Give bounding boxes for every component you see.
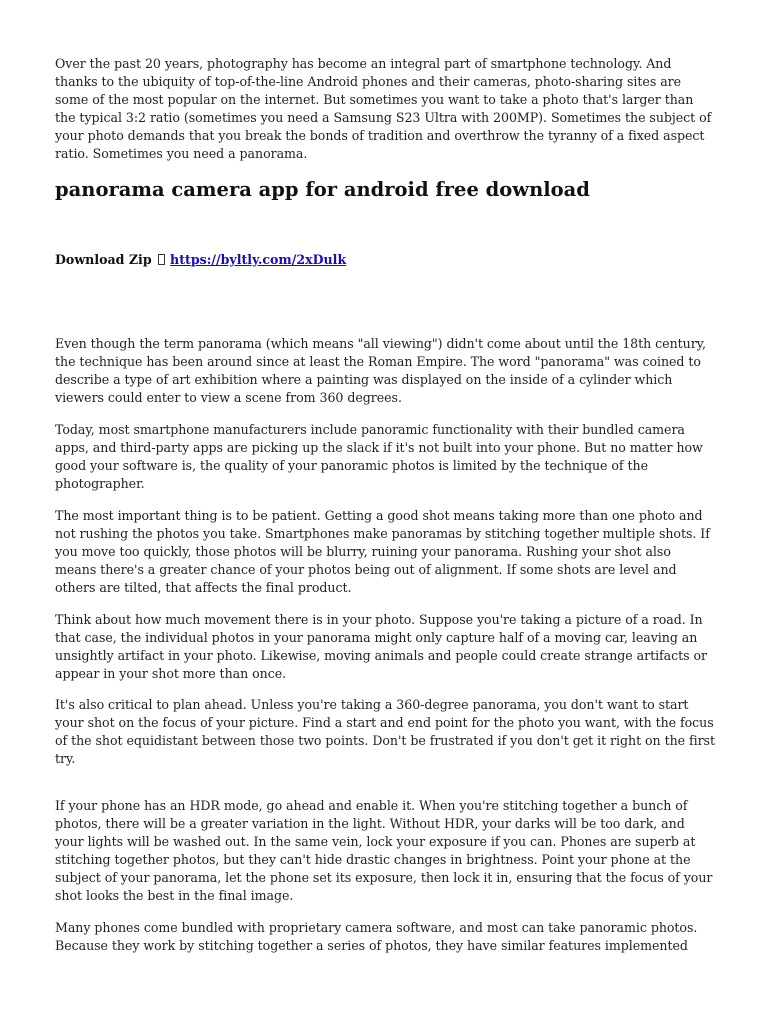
paragraph-plan-ahead: It's also critical to plan ahead. Unless you're taking a 360-degree panorama, you don't want to start your shot on the focus of your picture. Find a start and end point for the photo you want, with the focus of the shot equidistant between those two points. Don't be frustrated if you don't get it right on the first try. — [55, 697, 715, 766]
download-label: Download Zip — [55, 252, 152, 267]
download-line — [55, 251, 716, 269]
page-heading: panorama camera app for android free download — [55, 178, 590, 201]
paragraph-bundled-software: Many phones come bundled with proprietary camera software, and most can take panoramic photos. Because they work by stitching together a series of photos, they have similar features implemented — [55, 920, 698, 953]
arrow-icon — [158, 254, 165, 265]
download-link[interactable]: https://byltly.com/2xDulk — [170, 252, 347, 267]
paragraph-today: Today, most smartphone manufacturers include panoramic functionality with their bundled camera apps, and third-party apps are picking up the slack if it's not built into your phone. But no matter how good your software is, the quality of your panoramic photos is limited by the technique of the photographer. — [55, 422, 703, 491]
paragraph-history: Even though the term panorama (which means "all viewing") didn't come about until the 18th century, the technique has been around since at least the Roman Empire. The word "panorama" was coined to describe a type of art exhibition where a painting was displayed on the inside of a cylinder which viewers could enter to view a scene from 360 degrees. — [55, 336, 707, 405]
intro-paragraph: Over the past 20 years, photography has become an integral part of smartphone technology. And thanks to the ubiquity of top-of-the-line Android phones and their cameras, photo-sharing sites are some of the most popular on the internet. But sometimes you want to take a photo that's larger than the typical 3:2 ratio (sometimes you need a Samsung S23 Ultra with 200MP). Sometimes the subject of your photo demands that you break the bonds of tradition and overthrow the tyranny of a fixed aspect ratio. Sometimes you need a panorama. — [55, 56, 712, 161]
paragraph-patience: The most important thing is to be patient. Getting a good shot means taking more than one photo and not rushing the photos you take. Smartphones make panoramas by stitching together multiple shots. If you move too quickly, those photos will be blurry, ruining your panorama. Rushing your shot also means there's a greater chance of your photos being out of alignment. If some shots are level and others are tilted, that affects the final product. — [55, 508, 710, 595]
paragraph-movement: Think about how much movement there is in your photo. Suppose you're taking a picture of a road. In that case, the individual photos in your panorama might only capture half of a moving car, leaving an unsightly artifact in your photo. Likewise, moving animals and people could create strange artifacts or appear in your shot more than once. — [55, 612, 708, 681]
paragraph-hdr: If your phone has an HDR mode, go ahead and enable it. When you're stitching together a bunch of photos, there will be a greater variation in the light. Without HDR, your darks will be too dark, and your lights will be washed out. In the same vein, lock your exposure if you can. Phones are superb at stitching together photos, but they can't hide drastic changes in brightness. Point your phone at the subject of your panorama, let the phone set its exposure, then lock it in, ensuring that the focus of your shot looks the best in the final image. — [55, 798, 713, 903]
